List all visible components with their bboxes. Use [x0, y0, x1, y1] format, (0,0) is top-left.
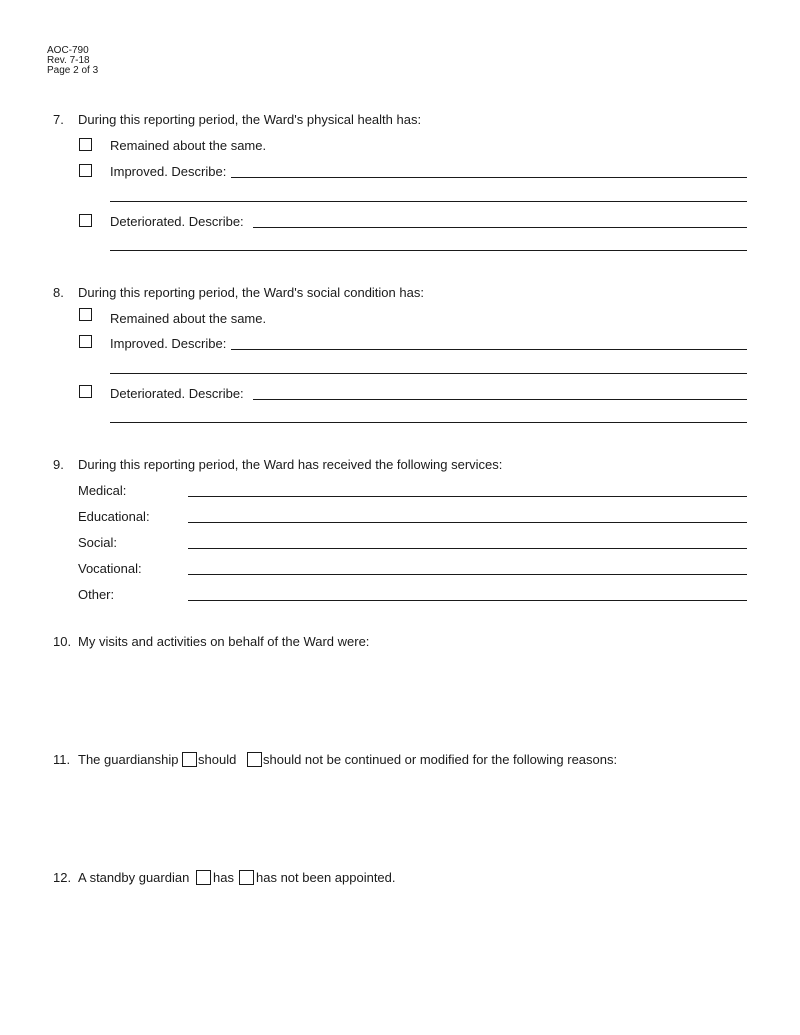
q8-deteriorated-checkbox[interactable]	[79, 385, 92, 398]
q7-improved-checkbox[interactable]	[79, 164, 92, 177]
q8-improved-label: Improved. Describe:	[110, 336, 227, 351]
q8-deteriorated-label: Deteriorated. Describe:	[110, 386, 244, 401]
q7-improved-describe-line-1[interactable]	[231, 177, 747, 178]
question-number: 10.	[53, 634, 72, 649]
q12-has-checkbox[interactable]	[196, 870, 211, 885]
question-lead-text: A standby guardian	[78, 870, 190, 885]
q7-same-checkbox[interactable]	[79, 138, 92, 151]
service-line-medical[interactable]	[188, 496, 747, 497]
question-text: During this reporting period, the Ward has received the following services:	[78, 457, 503, 472]
q12-has-not-label: has not been appointed.	[256, 870, 396, 885]
service-line-other[interactable]	[188, 600, 747, 601]
question-lead-text: The guardianship	[78, 752, 179, 767]
question-text: During this reporting period, the Ward's social condition has:	[78, 285, 424, 300]
service-label-vocational: Vocational:	[78, 561, 142, 576]
q8-deteriorated-describe-line-1[interactable]	[253, 399, 747, 400]
form-revision: Rev. 7-18	[47, 55, 90, 66]
q11-should-not-checkbox[interactable]	[247, 752, 262, 767]
q11-should-checkbox[interactable]	[182, 752, 197, 767]
question-number: 11.	[53, 752, 71, 767]
q8-deteriorated-describe-line-2[interactable]	[110, 422, 747, 423]
question-number: 8.	[53, 285, 64, 300]
q7-deteriorated-describe-line-1[interactable]	[253, 227, 747, 228]
visits-response-area[interactable]	[78, 655, 747, 740]
q8-same-label: Remained about the same.	[110, 311, 267, 326]
service-label-social: Social:	[78, 535, 118, 550]
service-label-educational: Educational:	[78, 509, 150, 524]
service-line-educational[interactable]	[188, 522, 747, 523]
q12-has-not-checkbox[interactable]	[239, 870, 254, 885]
q7-same-label: Remained about the same.	[110, 138, 267, 153]
question-text: My visits and activities on behalf of the Ward were:	[78, 634, 370, 649]
page-number: Page 2 of 3	[47, 65, 99, 76]
q7-deteriorated-checkbox[interactable]	[79, 214, 92, 227]
question-number: 7.	[53, 112, 64, 127]
q11-should-label: should	[198, 752, 237, 767]
q8-improved-checkbox[interactable]	[79, 335, 92, 348]
q7-deteriorated-label: Deteriorated. Describe:	[110, 214, 244, 229]
question-text: During this reporting period, the Ward's physical health has:	[78, 112, 422, 127]
service-label-medical: Medical:	[78, 483, 127, 498]
q8-improved-describe-line-2[interactable]	[110, 373, 747, 374]
q12-has-label: has	[213, 870, 234, 885]
q7-improved-describe-line-2[interactable]	[110, 201, 747, 202]
form-id: AOC-790	[47, 45, 89, 56]
q7-deteriorated-describe-line-2[interactable]	[110, 250, 747, 251]
q8-improved-describe-line-1[interactable]	[231, 349, 747, 350]
reasons-response-area[interactable]	[78, 775, 747, 860]
q11-should-not-label: should not be continued or modified for the following reasons:	[263, 752, 618, 767]
question-number: 12.	[53, 870, 72, 885]
service-line-vocational[interactable]	[188, 574, 747, 575]
question-number: 9.	[53, 457, 64, 472]
q7-improved-label: Improved. Describe:	[110, 164, 227, 179]
service-label-other: Other:	[78, 587, 115, 602]
q8-same-checkbox[interactable]	[79, 308, 92, 321]
service-line-social[interactable]	[188, 548, 747, 549]
